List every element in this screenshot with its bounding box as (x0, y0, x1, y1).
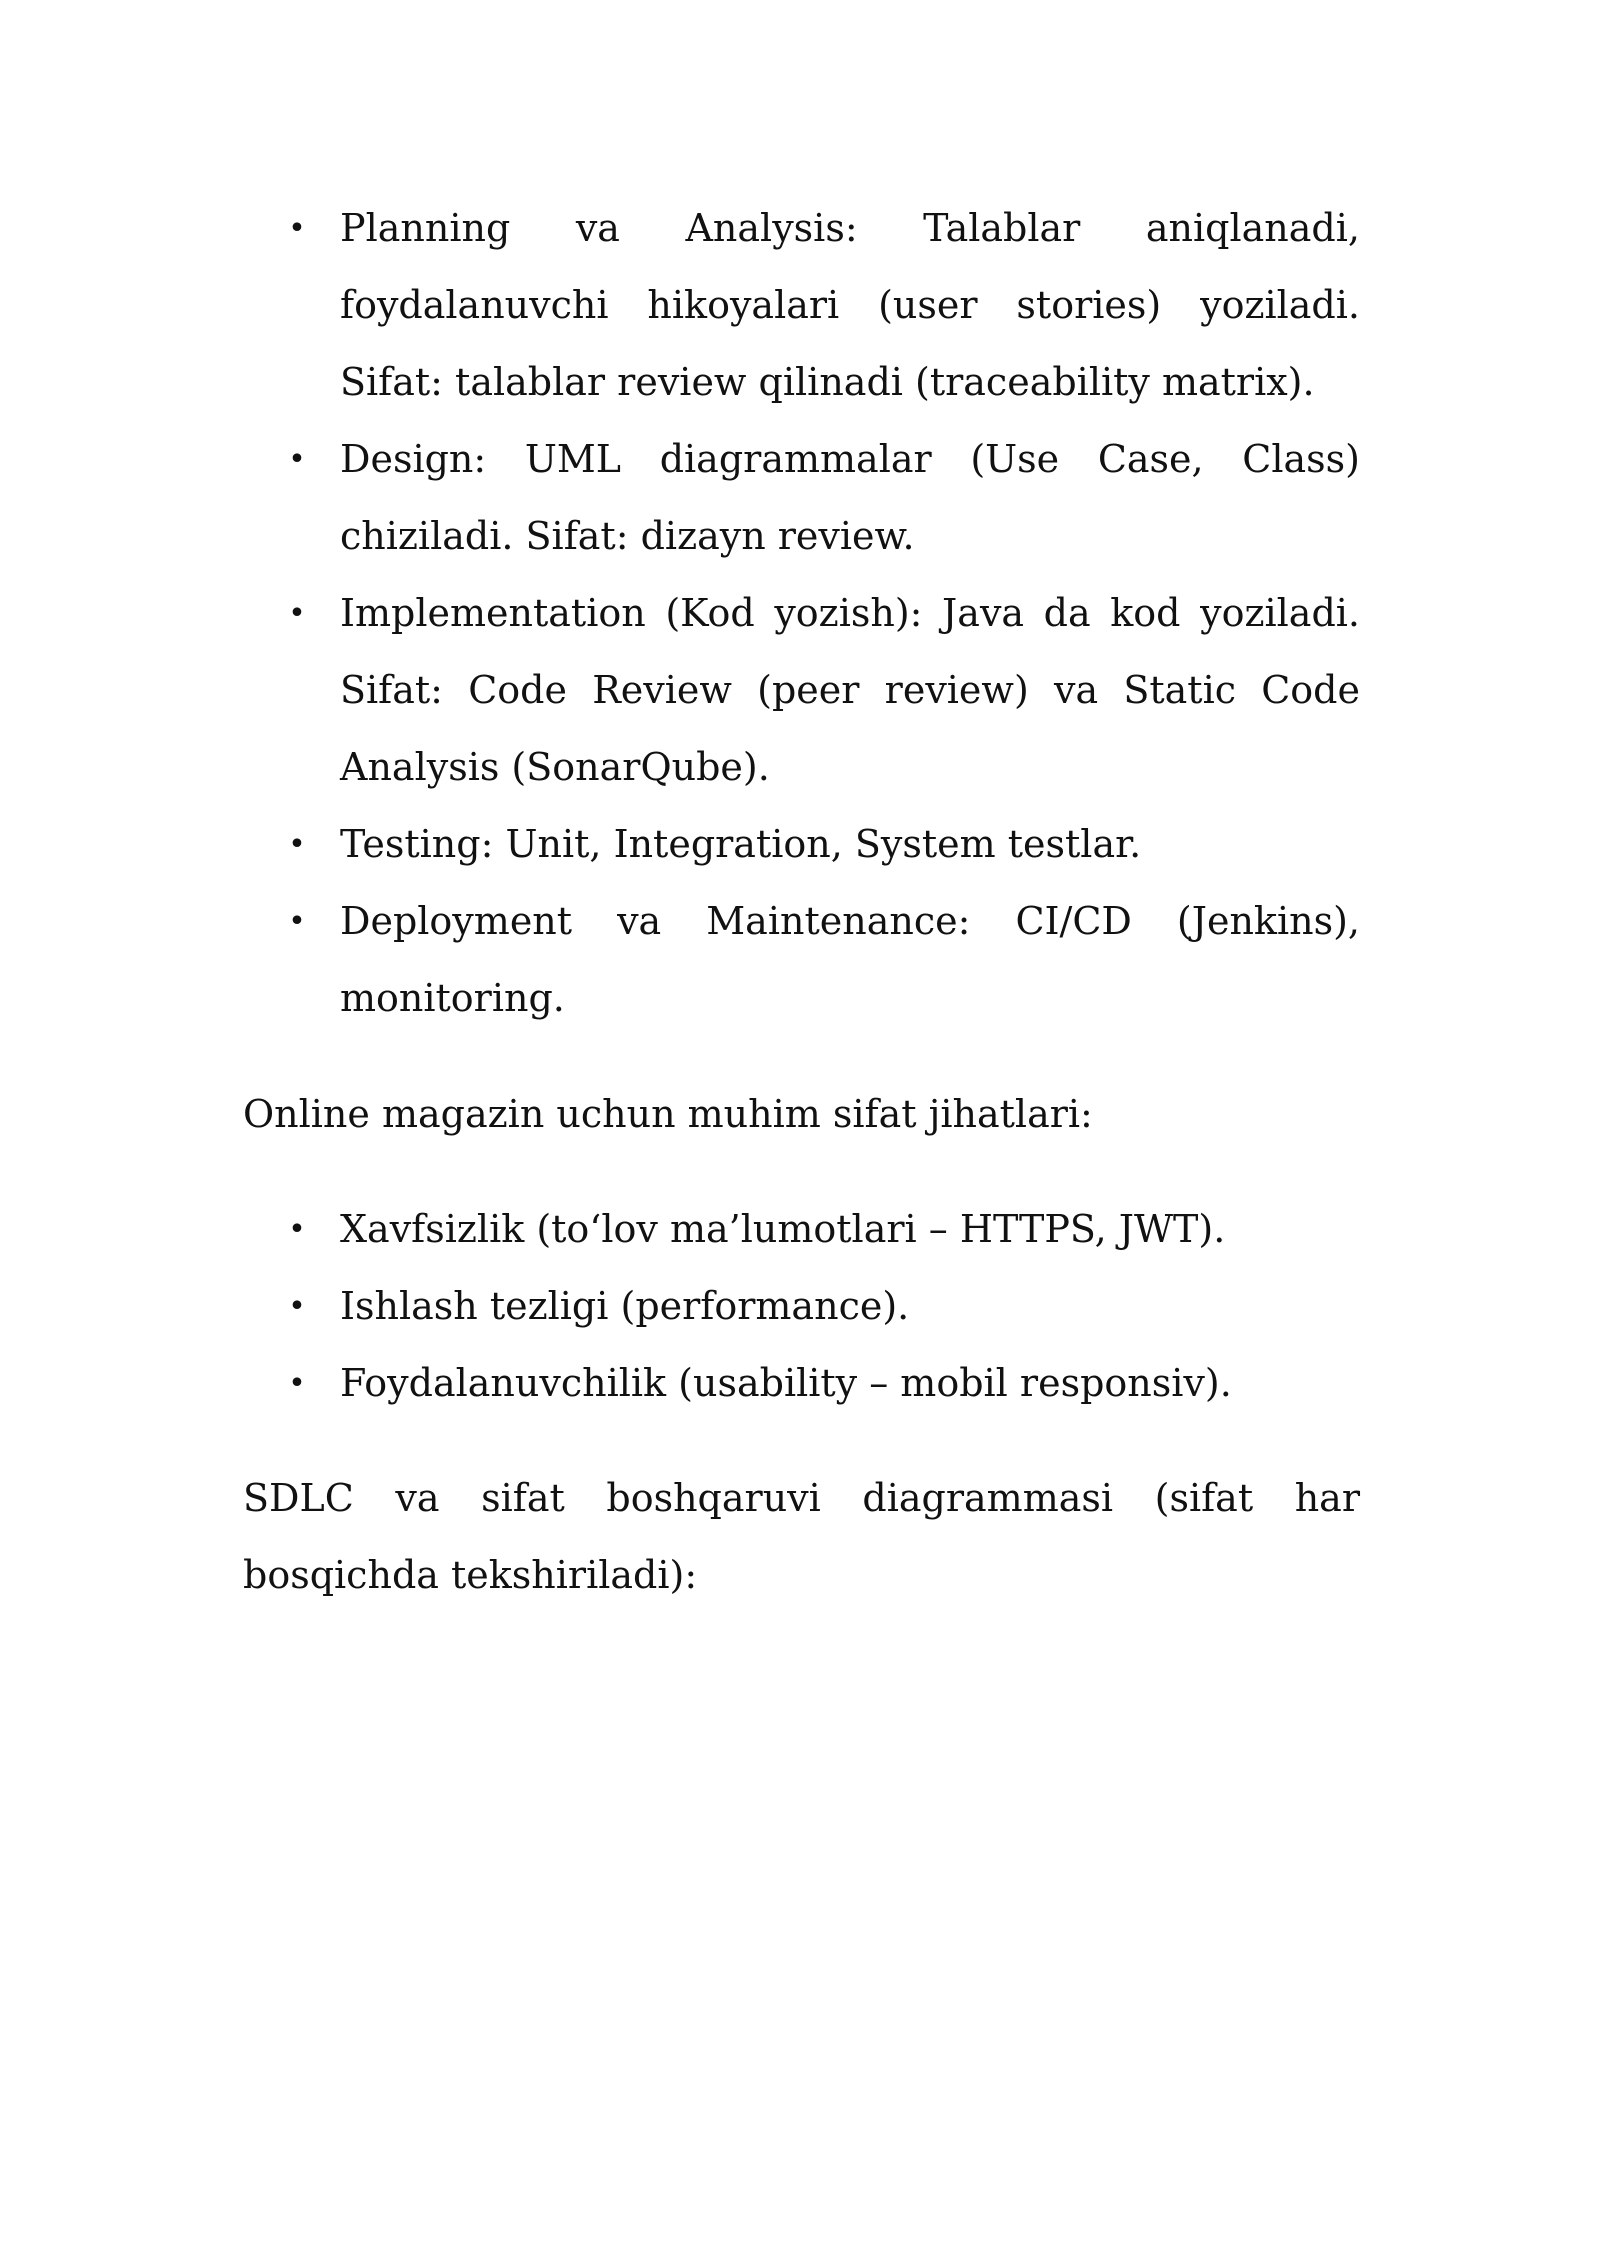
list-item-text: Xavfsizlik (to‘lov ma’lumotlari – HTTPS, JWT). (340, 1207, 1226, 1251)
bullet-icon: • (288, 904, 306, 939)
list-item-text: Testing: Unit, Integration, System testlar. (340, 822, 1142, 866)
quality-aspect-list (243, 1191, 1360, 1422)
bullet-icon: • (288, 442, 306, 477)
list-item-text: Implementation (Kod yozish): Java da kod yoziladi. Sifat: Code Review (peer review) va Static Code Analysis (SonarQube). (340, 591, 1360, 789)
sdlc-phase-list (243, 190, 1360, 1037)
bullet-icon: • (288, 596, 306, 631)
list-item (288, 421, 1360, 575)
page-content (243, 190, 1360, 1614)
list-item (288, 1345, 1360, 1422)
quality-intro-paragraph: Online magazin uchun muhim sifat jihatlari: (243, 1092, 1093, 1136)
list-item-text: Foydalanuvchilik (usability – mobil responsiv). (340, 1361, 1232, 1405)
list-item (288, 1191, 1360, 1268)
list-item-text: Deployment va Maintenance: CI/CD (Jenkins), monitoring. (340, 899, 1360, 1020)
list-item (288, 806, 1360, 883)
bullet-icon: • (288, 1366, 306, 1401)
list-item (288, 883, 1360, 1037)
diagram-caption-paragraph: SDLC va sifat boshqaruvi diagrammasi (sifat har bosqichda tekshiriladi): (243, 1476, 1360, 1597)
bullet-icon: • (288, 211, 306, 246)
list-item-text: Planning va Analysis: Talablar aniqlanadi, foydalanuvchi hikoyalari (user stories) yoziladi. Sifat: talablar review qilinadi (traceability matrix). (340, 206, 1360, 404)
bullet-icon: • (288, 1289, 306, 1324)
list-item (288, 575, 1360, 806)
bullet-icon: • (288, 1212, 306, 1247)
list-item-text: Ishlash tezligi (performance). (340, 1284, 910, 1328)
list-item (288, 190, 1360, 421)
list-item (288, 1268, 1360, 1345)
list-item-text: Design: UML diagrammalar (Use Case, Class) chiziladi. Sifat: dizayn review. (340, 437, 1360, 558)
bullet-icon: • (288, 827, 306, 862)
